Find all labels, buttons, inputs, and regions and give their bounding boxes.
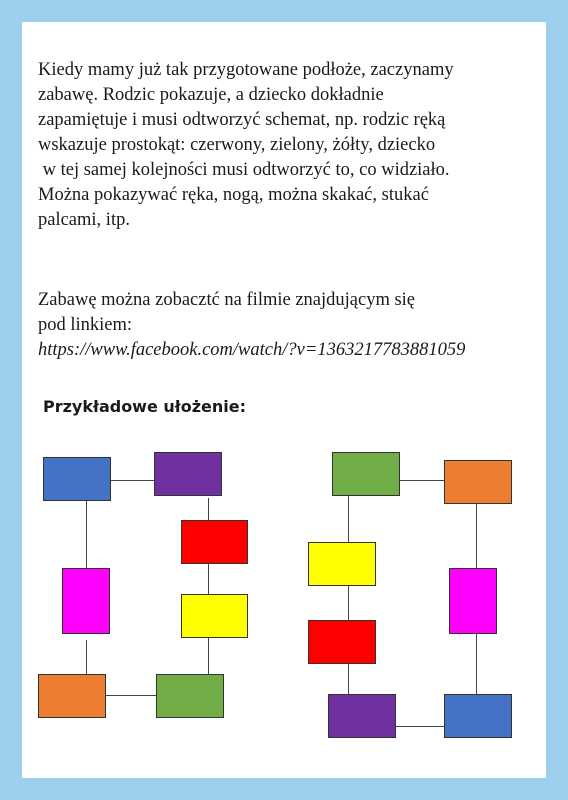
example-heading: Przykładowe ułożenie:	[43, 397, 246, 416]
connector-line	[208, 498, 209, 520]
video-link[interactable]: https://www.facebook.com/watch/?v=1363217783881059	[38, 340, 466, 360]
diagram-right	[306, 450, 514, 716]
rect-yellow	[181, 594, 248, 638]
video-paragraph	[38, 288, 465, 363]
text-line: zabawę. Rodzic pokazuje, a dziecko dokładnie	[38, 85, 384, 105]
rect-magenta	[449, 568, 497, 634]
connector-line	[86, 640, 87, 674]
connector-line	[476, 634, 477, 694]
text-line: Zabawę można zobacztć na filmie znajdującym się	[38, 290, 416, 310]
page	[22, 22, 546, 778]
instructions-paragraph	[38, 58, 454, 233]
connector-line	[86, 500, 87, 570]
rect-magenta	[62, 568, 110, 634]
text-line: Kiedy mamy już tak przygotowane podłoże, zaczynamy	[38, 60, 454, 80]
connector-line	[208, 564, 209, 594]
connector-line	[476, 502, 477, 568]
text-line: w tej samej kolejności musi odtworzyć to, co widziało.	[38, 160, 450, 180]
connector-line	[398, 480, 444, 481]
text-line: pod linkiem:	[38, 315, 133, 335]
rect-orange	[444, 460, 512, 504]
connector-line	[348, 494, 349, 542]
rect-orange	[38, 674, 106, 718]
diagram-left	[38, 450, 248, 716]
rect-red	[308, 620, 376, 664]
connector-line	[104, 695, 156, 696]
connector-line	[348, 664, 349, 694]
rect-green	[156, 674, 224, 718]
text-line: zapamiętuje i musi odtworzyć schemat, np. rodzic ręką	[38, 110, 446, 130]
connector-line	[348, 586, 349, 620]
rect-blue	[444, 694, 512, 738]
rect-yellow	[308, 542, 376, 586]
rect-red	[181, 520, 248, 564]
connector-line	[208, 638, 209, 674]
text-line: palcami, itp.	[38, 210, 130, 230]
rect-purple	[154, 452, 222, 496]
connector-line	[108, 480, 154, 481]
rect-blue	[43, 457, 111, 501]
rect-purple	[328, 694, 396, 738]
connector-line	[396, 726, 444, 727]
text-line: wskazuje prostokąt: czerwony, zielony, żółty, dziecko	[38, 135, 436, 155]
text-line: Można pokazywać ręka, nogą, można skakać, stukać	[38, 185, 429, 205]
rect-green	[332, 452, 400, 496]
